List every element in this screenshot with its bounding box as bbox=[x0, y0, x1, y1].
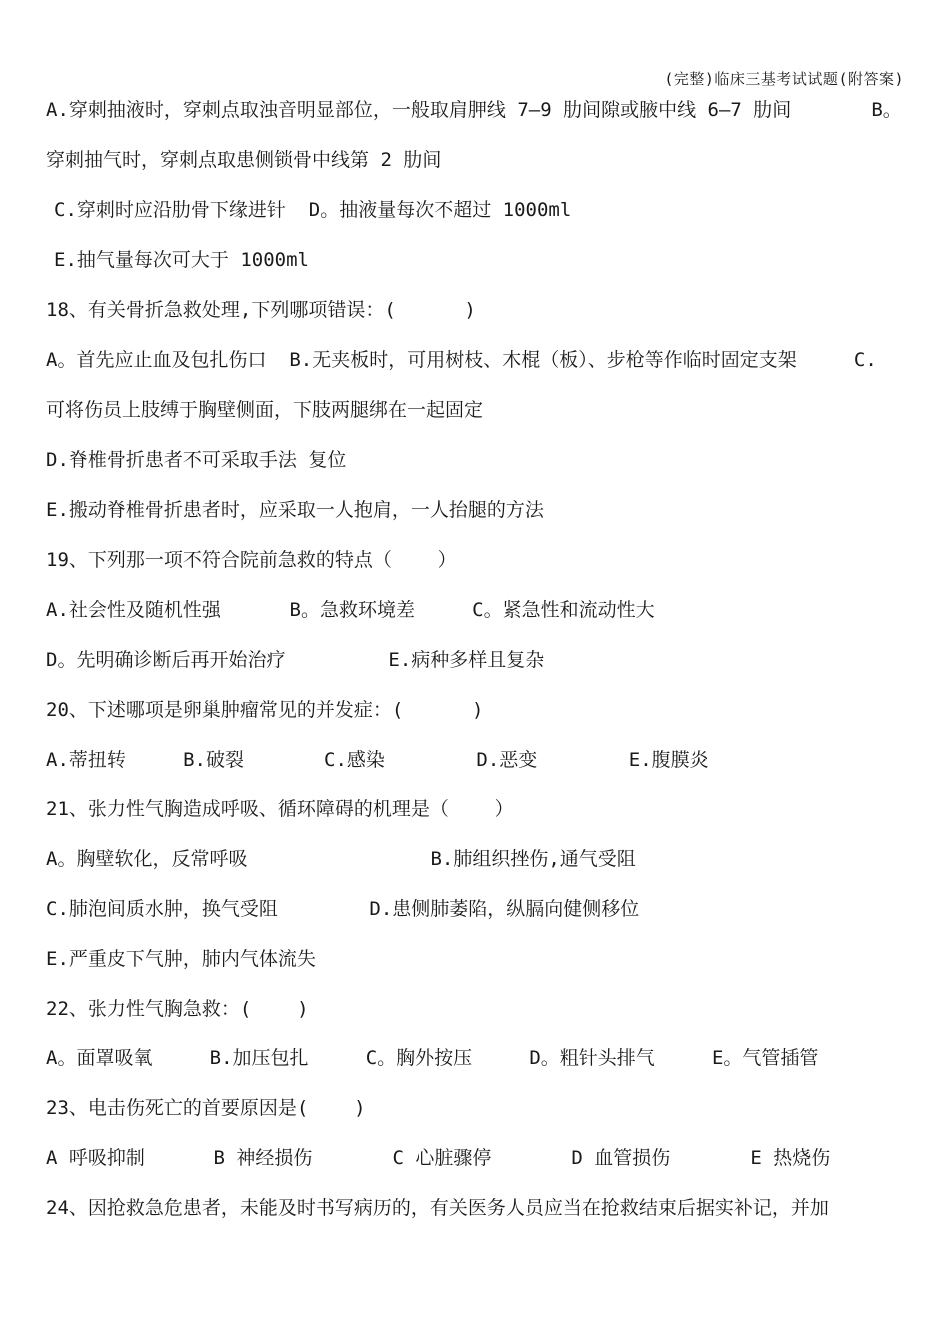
text-line: E.搬动脊椎骨折患者时，应采取一人抱肩，一人抬腿的方法 bbox=[46, 499, 544, 521]
text-line: 可将伤员上肢缚于胸壁侧面，下肢两腿绑在一起固定 bbox=[46, 399, 484, 421]
text-line: D.脊椎骨折患者不可采取手法 复位 bbox=[46, 449, 347, 471]
text-line: A.社会性及随机性强 B。急救环境差 C。紧急性和流动性大 bbox=[46, 599, 655, 621]
text-line: A。胸壁软化，反常呼吸 B.肺组织挫伤,通气受阻 bbox=[46, 848, 636, 870]
text-line: A 呼吸抑制 B 神经损伤 C 心脏骤停 D 血管损伤 E 热烧伤 bbox=[46, 1147, 831, 1169]
question-19: 19、下列那一项不符合院前急救的特点（ ） bbox=[46, 549, 457, 571]
text-line: 穿刺抽气时，穿刺点取患侧锁骨中线第 2 肋间 bbox=[46, 149, 442, 171]
question-20: 20、下述哪项是卵巢肿瘤常见的并发症：( ) bbox=[46, 699, 484, 721]
text-line: A。首先应止血及包扎伤口 B.无夹板时，可用树枝、木棍（板）、步枪等作临时固定支架 C. bbox=[46, 349, 877, 371]
text-line: E.严重皮下气肿，肺内气体流失 bbox=[46, 948, 316, 970]
question-22: 22、张力性气胸急救：( ) bbox=[46, 998, 309, 1020]
text-line: A.穿刺抽液时，穿刺点取浊音明显部位，一般取肩胛线 7—9 肋间隙或腋中线 6—7 肋间 B。 bbox=[46, 99, 902, 121]
text-line: A.蒂扭转 B.破裂 C.感染 D.恶变 E.腹膜炎 bbox=[46, 749, 709, 771]
question-21: 21、张力性气胸造成呼吸、循环障碍的机理是（ ） bbox=[46, 798, 514, 820]
text-line: E.抽气量每次可大于 1000ml bbox=[54, 249, 309, 271]
text-line: C.穿刺时应沿肋骨下缘进针 D。抽液量每次不超过 1000ml bbox=[54, 199, 572, 221]
question-18: 18、有关骨折急救处理,下列哪项错误：( ) bbox=[46, 299, 476, 321]
question-23: 23、电击伤死亡的首要原因是( ) bbox=[46, 1097, 366, 1119]
text-line: C.肺泡间质水肿，换气受阻 D.患侧肺萎陷，纵膈向健侧移位 bbox=[46, 898, 640, 920]
text-line: A。面罩吸氧 B.加压包扎 C。胸外按压 D。粗针头排气 E。气管插管 bbox=[46, 1047, 819, 1069]
document-header: (完整)临床三基考试试题(附答案) bbox=[664, 70, 904, 88]
text-line: D。先明确诊断后再开始治疗 E.病种多样且复杂 bbox=[46, 649, 545, 671]
question-24: 24、因抢救急危患者，未能及时书写病历的，有关医务人员应当在抢救结束后据实补记，并加 bbox=[46, 1197, 829, 1219]
